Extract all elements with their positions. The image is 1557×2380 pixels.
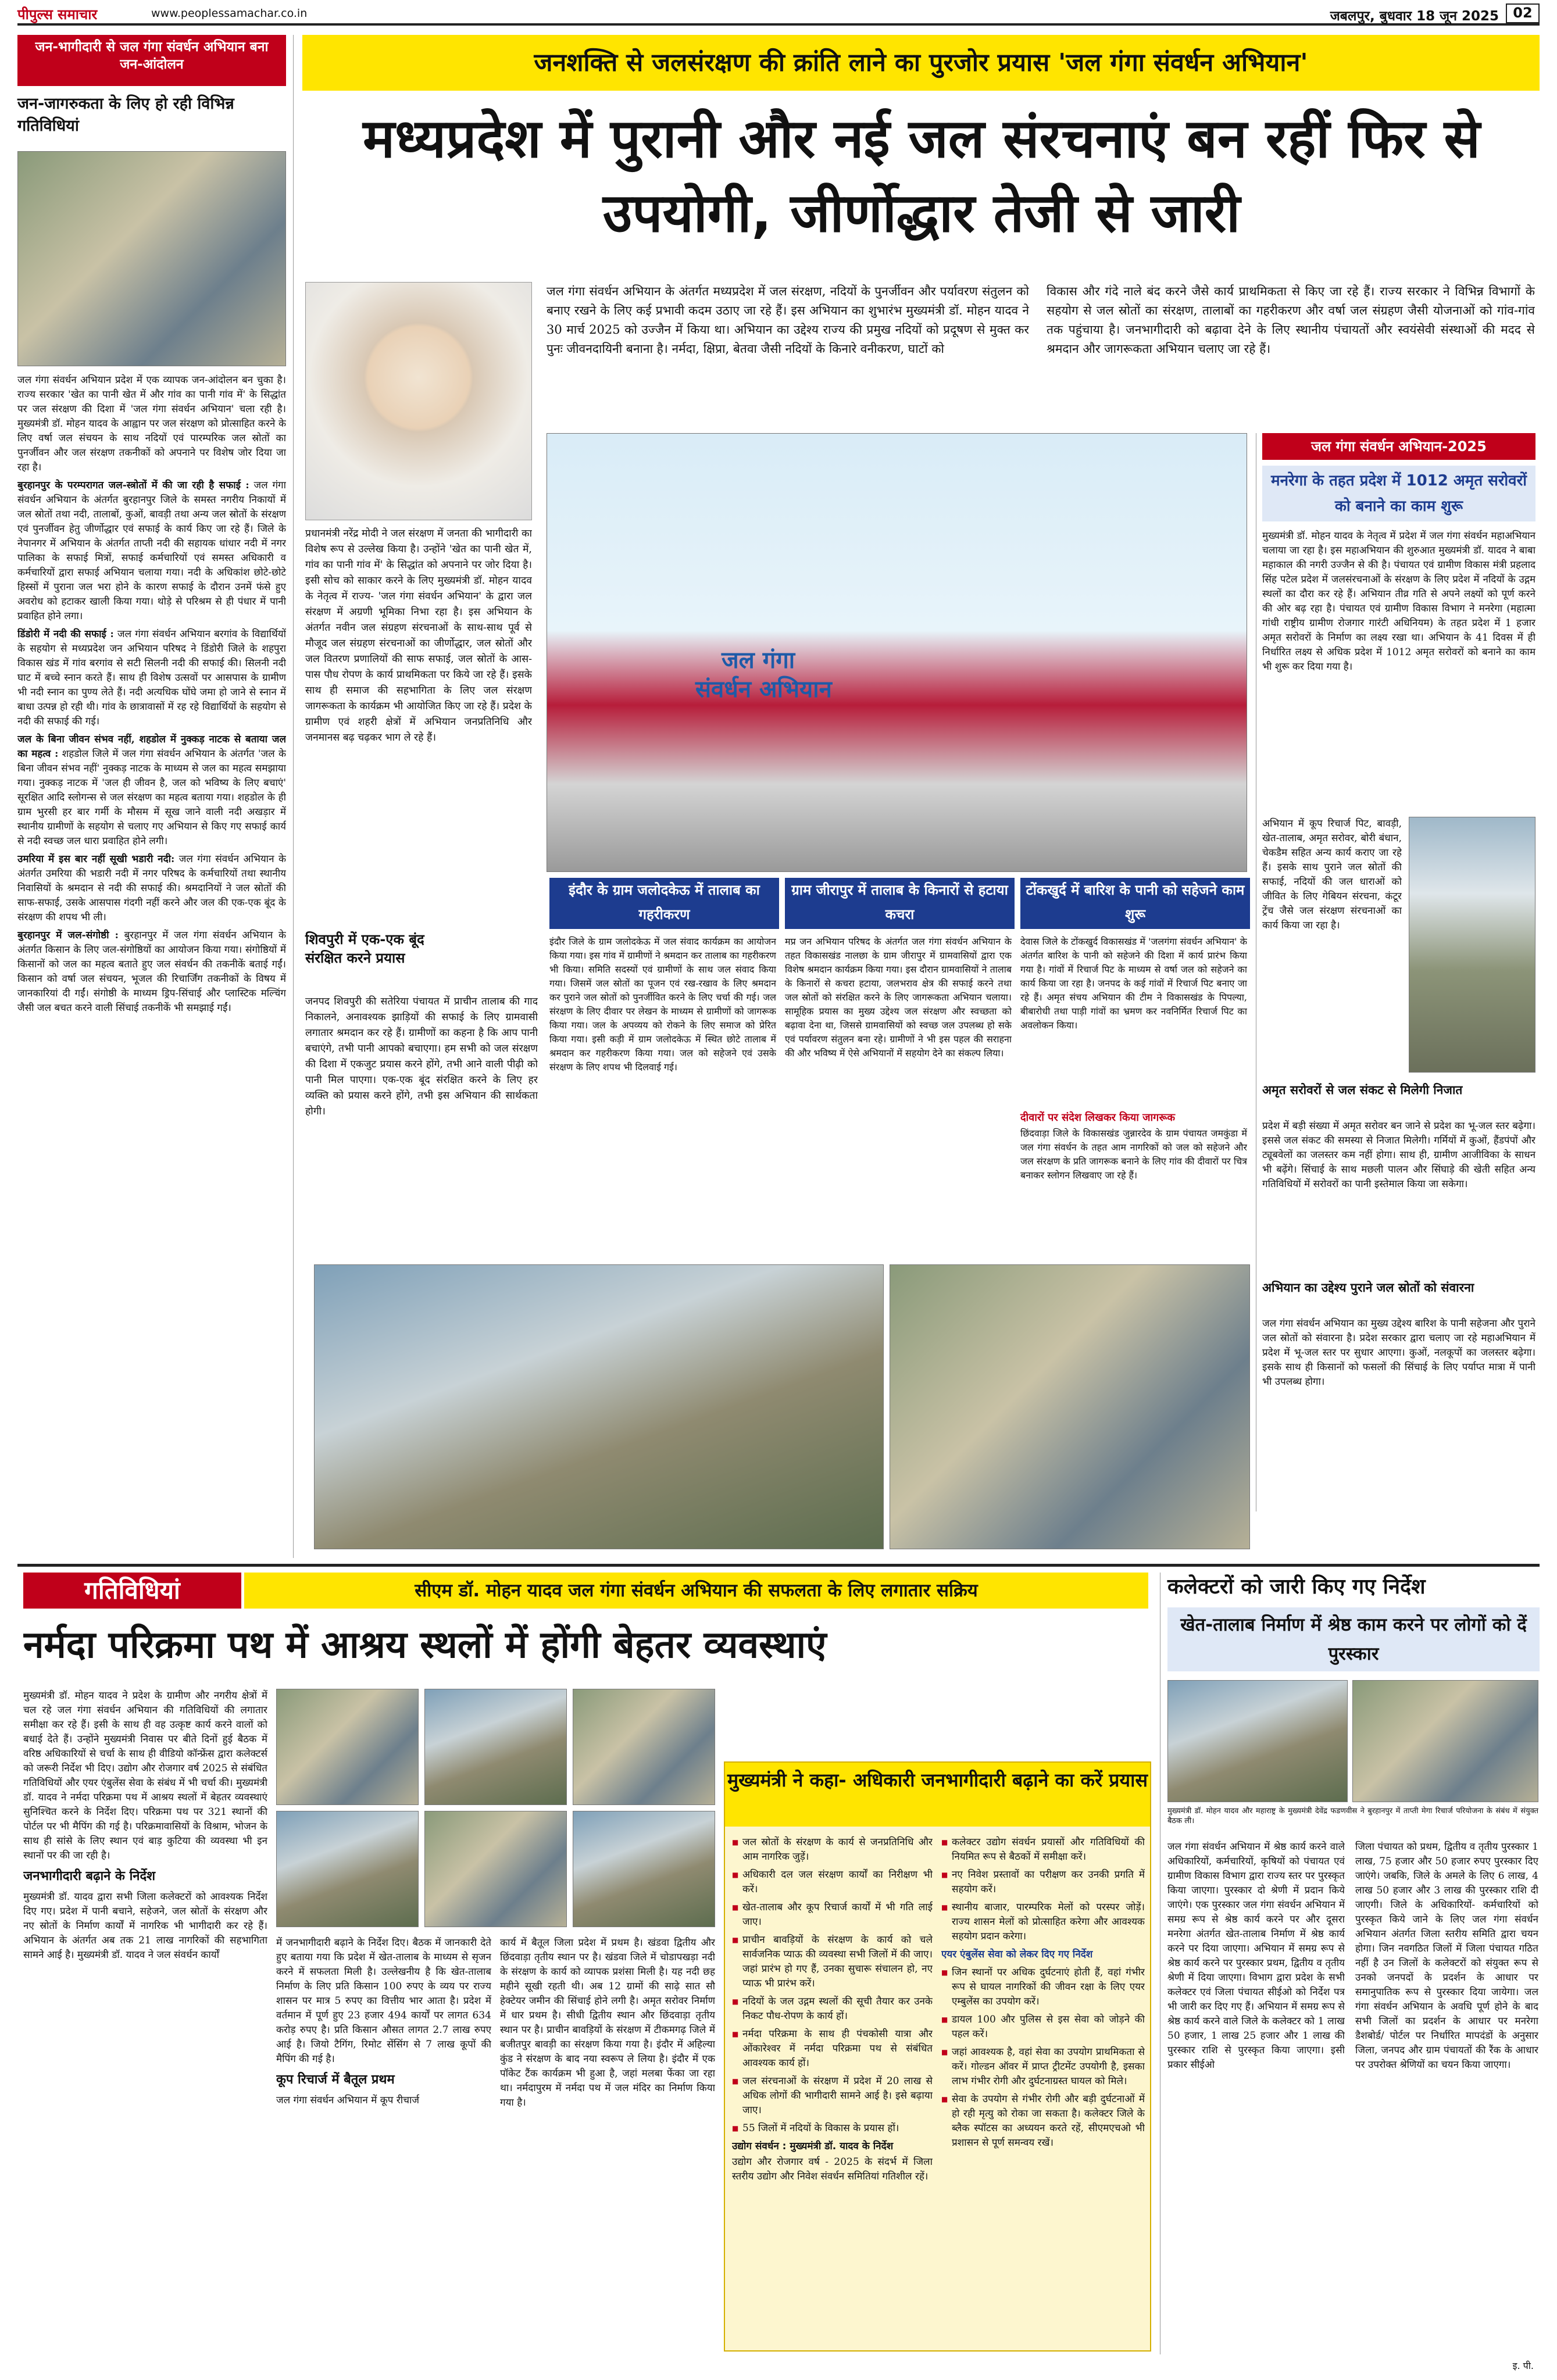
cm-bullet-c-2: ■ डायल 100 और पुलिस से इस सेवा को जोड़ने की पहल करें।: [941, 2013, 1145, 2042]
s2-col2-para-2: जल गंगा संवर्धन अभियान में कूप रीचार्ज: [276, 2095, 420, 2106]
site-url[interactable]: www.peoplessamachar.co.in: [151, 7, 308, 20]
s2-col2-para: में जनभागीदारी बढ़ाने के निर्देश दिए। बैठक में जानकारी देते हुए बताया गया कि प्रदेश में खेत-तालाब के माध्यम से सृजन करने में सफलता मिली है। उल्लेखनीय है कि खेत-तालाब निर्माण के लिए प्रति किसान 100 रुपए के व्यय पर राज्य शासन पर मात्र 5 रुपए का वित्तीय भार आता है। प्रदेश में वर्तमान में पूर्ण हुए 23 हजार 494 कार्यों पर लागत 634 करोड़ रुपए है। प्रति किसान औसत लागत 2.7 लाख रुपए आई है। जियो टैगिंग, रिमोट सेंसिंग से 7 लाख कूपों की मैपिंग की गई है।: [276, 1937, 491, 2065]
cm-bullet-a-2: ■ अधिकारी दल जल संरक्षण कार्यों का निरीक्षण भी करें।: [732, 1868, 933, 1897]
left-para-4: शहडोल जिले में जल गंगा संवर्धन अभियान के अंतर्गत 'जल के बिना जीवन संभव नहीं' नुक्कड़ नाटक के माध्यम से जल का महत्व समझाया गया। नुक्कड़ नाटक में 'जल ही जीवन है, जल को भविष्य के लिए बचाएं' सूरक्षित आदि स्लोगन्स से जल संरक्षण का महत्व बताया गया। शहडोल के ही ग्राम भुरसी हर बार गर्मी के मौसम में सूख जाने वाली नदी अखड़ार में स्थानीय ग्रामीणों के सहयोग से चलाए गए अभियान से किए गए सफाई कार्य से नदी स्वच्छ जल धारा प्रवाहित होने लगी।: [17, 748, 286, 847]
left-subhead: जन-जागरुकता के लिए हो रही विभिन्न गतिविधियां: [17, 95, 234, 135]
review-photo-2: [424, 1689, 567, 1805]
collectors-col-1: जल गंगा संवर्धन अभियान में श्रेष्ठ कार्य करने वाले अधिकारियों, कर्मचारियों, कृषियों को पंचायत एवं ग्रामीण विकास विभाग द्वारा राज्य स्तर पर पुरस्कृत किया जाएगा। पुरस्कार दो श्रेणी में प्रदान किये जाएंगे। एक पुरस्कार जल गंगा संवर्धन अभियान में समग्र रूप से श्रेष्ठ कार्य करने पर और दूसरा मनरेगा अंतर्गत खेत-तालाब निर्माण में श्रेष्ठ कार्य करने पर दिया जाएगा। अभियान में समग्र रूप से श्रेष्ठ कार्य करने पर पुरस्कार प्रथम, द्वितीय व तृतीय श्रेणी में दिया जाएगा। विभाग द्वारा प्रदेश के सभी कलेक्टर एवं जिला पंचायत सीईओ को निर्देश पत्र भी जारी कर दिए गए हैं। अभियान में समग्र रूप से श्रेष्ठ कार्य करने वाले जिले के कलेक्टर को 1 लाख 50 हजार, 1 लाख 25 हजार और 1 लाख की पुरस्कार राशि से पुरस्कृत किया जाएगा। इसी प्रकार सीईओ: [1167, 1841, 1345, 2071]
udyog-text: उद्योग और रोजगार वर्ष - 2025 के संदर्भ में जिला स्तरीय उद्योग और निवेश संवर्धन समितियां गतिशील रहें।: [732, 2156, 933, 2182]
cm-box-col-a: [732, 1835, 933, 2347]
right-para-4: जल गंगा संवर्धन अभियान का मुख्य उद्देश्य बारिश के पानी सहेजना और पुराने जल स्रोतों को संवारना है। प्रदेश सरकार द्वारा चलाए जा रहे महाअभियान में प्रदेश में भू-जल स्तर पर सुधार आएगा। कुओं, नलकूपों का जलस्तर बढ़ेगा। इसके साथ ही किसानों को फसलों की सिंचाई के लिए पर्याप्त मात्रा में पानी भी उपलब्ध होगा।: [1262, 1318, 1535, 1388]
collectors-story: [1160, 1573, 1540, 2354]
indore-head: इंदौर के ग्राम जलोदकेऊ में तालाब का गहरीकरण: [549, 878, 779, 929]
left-para-5: जल गंगा संवर्धन अभियान के अंतर्गत उमरिया की भडारी नदी में नगर परिषद के कर्मचारियों तथा स्थानीय निवासियों के श्रमदान से नदी की सफाई की। श्रमदानियों ने जल स्रोतों की साफ-सफाई, उसके आसपास गंदगी नहीं करने और जल की एक-एक बूंद के संरक्षण की शपथ भी ली।: [17, 853, 286, 923]
indore-body: इंदौर जिले के ग्राम जलोदकेऊ में जल संवाद कार्यक्रम का आयोजन किया गया। इस गांव में ग्रामीणों ने श्रमदान कर तालाब का गहरीकरण भी किया। समिति सदस्यों एवं ग्रामीणों के साथ जल संवाद किया गया। जिसमें जल स्रोतों का पूजन एवं रख-रखाव के लिए श्रमदान कर पुराने जल स्रोतों को पुनर्जीवित करने के लिए चर्चा की गई। जल संरक्षण के लिए दीवार पर लेखन के माध्यम से ग्रामीणों को जागरूक किया गया। जल के अपव्यय को रोकने के लिए समाज को प्रेरित किया गया। इसी कड़ी में ग्राम जलोदकेऊ में स्थित छोटे तालाब में श्रमदान कर गहरीकरण किया गया। जल को सहेजने एवं उसके संरक्षण के लिए शपथ भी दिलवाई गई।: [549, 936, 776, 1073]
cm-bullet-b-3: ■ स्थानीय बाजार, पारम्परिक मेलों को परस्पर जोड़ें। राज्य शासन मेलों को प्रोत्साहित करेगा और आवश्यक सहयोग प्रदान करेगा।: [941, 1900, 1145, 1944]
collectors-photo-1: [1167, 1680, 1348, 1802]
pm-caption: प्रधानमंत्री नरेंद्र मोदी ने जल संरक्षण में जनता की भागीदारी का विशेष रूप से उल्लेख किया है। उन्होंने 'खेत का पानी खेत में, गांव का पानी गांव में' के सिद्धांत को अपनाने पर जोर दिया है। इसी सोच को साकार करने के लिए मुख्यमंत्री डॉ. मोहन यादव के नेतृत्व में राज्य- 'जल गंगा संवर्धन अभियान' के द्वारा जल संरक्षण में अग्रणी भूमिका निभा रहा है। इस अभियान के अंतर्गत नवीन जल संग्रहण संरचनाओं के साथ-साथ पूर्व से मौजूद जल संग्रहण संरचनाओं का जीर्णोद्धार, जल स्रोतों और जल वितरण प्रणालियों की साफ सफाई, जल स्रोतों के आस-पास पौध रोपण के कार्य प्राथमिकता पर किये जा रहे हैं। इसके साथ ही समाज की सहभागिता के लिए जल संरक्षण जागरूकता के कार्यक्रम भी आयोजित किए जा रहे हैं। प्रदेश के ग्रामीण एवं शहरी क्षेत्रों में अभियान जनप्रतिनिधि और जनमानस बढ़ चढ़कर भाग ले रहे हैं।: [305, 528, 532, 744]
tonkkhurd-body-2: छिंदवाड़ा जिले के विकासखंड जुन्नारदेव के ग्राम पंचायत जमकुंडा में जल गंगा संवर्धन के तहत आम नागरिकों को जल को सहेजने और जल संरक्षण के प्रति जागरूक बनाने के लिए गांव की दीवारों पर चित्र बनाकर स्लोगन लिखवाए जा रहे हैं।: [1020, 1128, 1247, 1181]
masthead: [17, 3, 1540, 26]
air-ambulance-head: एयर एंबुलेंस सेवा को लेकर दिए गए निर्देश: [941, 1949, 1093, 1960]
left-para-2: जल गंगा संवर्धन अभियान के अंतर्गत बुरहानपुर जिले के समस्त नगरीय निकायों में जल स्रोतों तथा नदी, तालाबों, कुओं, बावड़ी तथा अन्य जल स्रोतों के संरक्षण एवं पुनर्जीवन हेतु जीर्णोद्धार एवं सफाई के कार्य किए जा रहे हैं। जिले के नेपानगर में अभियान के अंतर्गत ताप्ती नदी की सहायक धांधार नदी में नगर पालिका के सफाई मित्रों, सफाई कर्मचारियों एवं समस्त अधिकारी व कर्मचारियों द्वारा सफाई अभियान चलाया गया। नदी के अधिकांश छोटे-छोटे हिस्सों में पुराना जल भरा होने के कारण सफाई के दौरान उनमें फंसे हुए अवरोध को हटाकर खाली किया गया। थोड़े से परिश्रम से ही पंधार में पानी प्रवाहित होने लगा।: [17, 480, 286, 622]
section2-col-1: [23, 1689, 267, 2352]
cm-bullet-a-7: ■ जल संरचनाओं के संरक्षण में प्रदेश में 20 लाख से अधिक लोगों की भागीदारी सामने आई है। इसे बढ़ाया जाए।: [732, 2074, 933, 2118]
left-head-6: बुरहानपुर में जल-संगोष्ठी :: [17, 930, 119, 941]
tonkkhurd-body: देवास जिले के टोंकखुर्द विकासखंड में 'जलगंगा संवर्धन अभियान' के अंतर्गत बारिश के पानी को सहेजने की दिशा में कार्य प्रारंभ किया गया है। गांवों में रिचार्ज पिट के माध्यम से वर्षा जल को सहेजने का कार्य किया जा रहा है। जनपद के कई गांवों में रिचार्ज पिट बनाए जा रहे हैं। अमृत संचय अभियान की टीम ने विकासखंड के पिपल्या, बीबारोधी तथा पाड़ी गांवों का भ्रमण कर नवनिर्मित रिचार्ज पिट का अवलोकन किया।: [1020, 936, 1247, 1031]
cm-bullets-c: [941, 1966, 1145, 2150]
shramdaan-photo-2: [890, 1264, 1250, 1549]
cm-bullet-a-4: ■ प्राचीन बावड़ियों के संरक्षण के कार्य को चले सार्वजनिक प्याऊ की व्यवस्था सभी जिलों में की जाए। जहां प्रारंभ हो गए हैं, उनका सुचारू संचालन हो, नए प्याऊ भी प्रारंभ करें।: [732, 1933, 933, 1991]
collectors-photo-2: [1352, 1680, 1538, 1802]
left-para-1: जल गंगा संवर्धन अभियान प्रदेश में एक व्यापक जन-आंदोलन बन चुका है। राज्य सरकार 'खेत का पानी खेत में और गांव का पानी गांव में' के सिद्धांत पर जल संरक्षण की दिशा में 'जल गंगा संवर्धन अभियान' चला रही है। मुख्यमंत्री डॉ. मोहन यादव के आह्वान पर जल संरक्षण को प्रोत्साहित करने के लिए वर्षा जल संचयन के साथ नदियों एवं पारम्परिक जल स्रोतों का पुनर्जीवन और जल संरक्षण तकनीकों को अपनाने पर विशेष जोर दिया जा रहा है।: [17, 374, 286, 473]
left-box-title: जन-भागीदारी से जल गंगा संवर्धन अभियान बना जन-आंदोलन: [17, 35, 286, 86]
left-head-3: डिंडोरी में नदी की सफाई :: [17, 628, 114, 640]
cm-bullet-a-5: ■ नदियों के जल उद्गम स्थलों की सूची तैयार कर उनके निकट पौध-रोपण के कार्य हों।: [732, 1995, 933, 2024]
left-para-3: जल गंगा संवर्धन अभियान बरगांव के विद्यार्थियों के सहयोग से मध्यप्रदेश जन अभियान परिषद ने डिंडोरी जिले के शहपुरा विकास खंड में गांव बरगांव से सटी सिलनी नदी की सफाई की। सिलनी नदी घाट में बच्चे स्नान करते हैं। साथ ही विशेष उत्सवों पर आसपास के ग्रामीण भी नदी स्नान का पुण्य लेते हैं। नदी अत्यधिक घोंघे जमा हो जाने से स्नान में बाधा उत्पन्न हो रही थी। गांव के छात्रावासों में रह रहे विद्यार्थियों के सहयोग से नदी की सफाई की गई।: [17, 628, 286, 727]
intro-col-2: विकास और गंदे नाले बंद करने जैसे कार्य प्राथमिकता से किए जा रहे हैं। राज्य सरकार ने विभिन्न विभागों के सहयोग से जल स्रोतों का संरक्षण, तालाबों का गहरीकरण और वर्षा जल संग्रहण जैसी योजनाओं को गांव-गांव तक पहुंचाया है। जनभागीदारी को बढ़ावा देने के लिए स्थानीय पंचायतों और स्वयंसेवी संस्थाओं की मदद से श्रमदान और जागरूकता अभियान चलाए जा रहे हैं।: [1047, 284, 1535, 356]
intro-col-1: जल गंगा संवर्धन अभियान के अंतर्गत मध्यप्रदेश में जल संरक्षण, नदियों के पुनर्जीवन और पर्यावरण संतुलन को बनाए रखने के लिए कई प्रभावी कदम उठाए जा रहे हैं। इस अभियान का शुभारंभ मुख्यमंत्री डॉ. मोहन यादव ने 30 मार्च 2025 को उज्जैन में किया था। अभियान का उद्देश्य राज्य की प्रमुख नदियों को प्रदूषण से मुक्त कर पुनः जीवनदायिनी बनाना है। नर्मदा, क्षिप्रा, बेतवा जैसी नदियों के किनारे वनीकरण, घाटों को: [547, 284, 1029, 356]
jirapur-head: ग्राम जीरापुर में तालाब के किनारों से हटाया कचरा: [785, 878, 1015, 929]
right-box-label: जल गंगा संवर्धन अभियान-2025: [1262, 433, 1535, 460]
udyog-head: उद्योग संवर्धन : मुख्यमंत्री डॉ. यादव के निर्देश: [732, 2140, 894, 2152]
collectors-photo-caption: मुख्यमंत्री डॉ. मोहन यादव और महाराष्ट्र के मुख्यमंत्री देवेंद्र फडणवीस ने बुरहानपुर में ताप्ती मेगा रिचार्ज परियोजना के संबंध में संयुक्त बैठक ली।: [1167, 1807, 1538, 1825]
left-text: [17, 373, 286, 1553]
cm-bullet-c-1: ■ जिन स्थानों पर अधिक दुर्घटनाएं होती हैं, वहां गंभीर रूप से घायल नागरिकों की जीवन रक्षा के लिए एयर एम्बुलेंस का उपयोग करें।: [941, 1966, 1145, 2009]
s2-col1-head: जनभागीदारी बढ़ाने के निर्देश: [23, 1869, 156, 1884]
left-head-4: जल के बिना जीवन संभव नहीं, शहडोल में नुक्कड़ नाटक से बताया जल का महत्व :: [17, 734, 286, 760]
brand-logo: पीपुल्स समाचार: [17, 6, 98, 23]
shivpuri-story: [305, 930, 547, 1256]
right-sub-1: अमृत सरोवरों से जल संकट से मिलेगी निजात: [1262, 1083, 1463, 1097]
activities-tag: गतिविधियां: [23, 1573, 241, 1609]
right-box: [1256, 433, 1540, 1511]
tonkkhurd-head: टोंकखुर्द में बारिश के पानी को सहेजने काम शुरू: [1020, 878, 1250, 929]
right-para-2: अभियान में कूप रिचार्ज पिट, बावड़ी, खेत-तालाब, अमृत सरोवर, बोरी बंधान, चेकडैम सहित अन्य कार्य कराए जा रहे हैं। इसके साथ पुराने जल स्रोतों की सफाई, नदियों की जल धाराओं को जीवित के लिए गेबियन संरचना, कंटूर ट्रेंच जैसे जल संरक्षण संरचनाओं का कार्य किया जा रहा है।: [1262, 818, 1402, 931]
main-headline: मध्यप्रदेश में पुरानी और नई जल संरचनाएं बन रहीं फिर से उपयोगी, जीर्णोद्धार तेजी से जारी: [363, 108, 1480, 244]
top-banner: जनशक्ति से जलसंरक्षण की क्रांति लाने का पुरजोर प्रयास 'जल गंगा संवर्धन अभियान': [302, 35, 1540, 91]
left-head-2: बुरहानपुर के परम्परागत जल-स्त्रोतों में की जा रही है सफाई :: [17, 480, 249, 491]
shivpuri-head: शिवपुरी में एक-एक बूंद संरक्षित करने प्रयास: [305, 931, 424, 966]
right-para-1: मुख्यमंत्री डॉ. मोहन यादव के नेतृत्व में प्रदेश में जल गंगा संवर्धन महाअभियान चलाया जा रहा है। इस महाअभियान की शुरुआत मुख्यमंत्री डॉ. यादव ने बाबा महाकाल की नगरी उज्जैन से की है। पंचायत एवं ग्रामीण विकास मंत्री प्रहलाद सिंह पटेल प्रदेश में जलसंरचनाओं के संरक्षण के लिए प्रदेश में नदियों के उद्गम स्थलों का दौरा कर रहे हैं। अभियान तीव्र गति से अपने लक्ष्यों को पूर्ण करने की ओर बढ़ रहा है। पंचायत एवं ग्रामीण विकास विभाग ने मनरेगा (महात्मा गांधी राष्ट्रीय ग्रामीण रोजगार गारंटी अधिनियम) के तहत प्रदेश में 1 हजार अमृत सरोवरों के निर्माण का लक्ष्य रखा था। अभियान के 41 दिवस में ही निर्धारित लक्ष्य से अधिक प्रदेश में 1012 अमृत सरोवरों को बनाने का काम भी शुरू कर दिया गया है।: [1262, 530, 1535, 673]
cm-directives-box: [724, 1761, 1151, 2352]
review-photo-1: [276, 1689, 419, 1805]
cm-bullet-b-1: ■ कलेक्टर उद्योग संवर्धन प्रयासों और गतिविधियों की नियमित रूप से बैठकों में समीक्षा करें।: [941, 1835, 1145, 1864]
activities-kicker: सीएम डॉ. मोहन यादव जल गंगा संवर्धन अभियान की सफलता के लिए लगातार सक्रिय: [244, 1573, 1148, 1609]
right-para-3: प्रदेश में बड़ी संख्या में अमृत सरोवर बन जाने से प्रदेश का भू-जल स्तर बढ़ेगा। इससे जल संकट की समस्या से निजात मिलेगी। गर्मियों में कुओं, हैंडपंपों और ट्यूबवेलों का जलस्तर कम नहीं होगा। साथ ही, ग्रामीण आजीविका के साधन भी बढ़ेंगे। सिंचाई के साथ मछली पालन और सिंघाड़े की खेती सहित अन्य गतिविधियों में सरोवरों का पानी इस्तेमाल किया जा सकेगा।: [1262, 1120, 1535, 1190]
cm-bullets-a: [732, 1835, 933, 2136]
s2-col1-para-2: मुख्यमंत्री डॉ. यादव द्वारा सभी जिला कलेक्टरों को आवश्यक निर्देश दिए गए। प्रदेश में पानी बचाने, सहेजने, जल स्रोतों के संरक्षण और नए स्रोतों के निर्माण कार्यों में नागरिक भी भागीदारी कर रहे हैं। अभियान के अंतर्गत अब तक 21 लाख नागरिकों की सहभागिता सामने आई है। मुख्यमंत्री डॉ. यादव ने जल संवर्धन कार्यों: [23, 1891, 267, 1961]
cm-bullets-b: [941, 1835, 1145, 1944]
jirapur-body: मप्र जन अभियान परिषद के अंतर्गत जल गंगा संवर्धन अभियान के तहत विकासखंड नालछा के ग्राम जीरापुर में ग्रामवासियों द्वारा एक विशेष श्रमदान कार्यक्रम किया गया। इस दौरान ग्रामवासियों ने तालाब के किनारों से कचरा हटाया, जलभराव क्षेत्र की सफाई करने तथा जल स्रोतों को संरक्षित करने के लिए जागरूकता अभियान चलाया। सामूहिक प्रयास का मुख्य उद्देश्य जल संरक्षण और स्वच्छता को बढ़ावा देना था, जिससे ग्रामवासियों को स्वच्छ जल उपलब्ध हो सके एवं पर्यावरण संतुलन बना रहे। ग्रामीणों ने भी इस पहल की सराहना की और भविष्य में ऐसे अभियानों में सहयोग देने का संकल्प लिया।: [785, 936, 1012, 1059]
cm-box-head: मुख्यमंत्री ने कहा- अधिकारी जनभागीदारी बढ़ाने का करें प्रयास: [725, 1763, 1150, 1827]
section2-col-2: [276, 1936, 491, 2352]
review-photo-5: [424, 1811, 567, 1927]
stage-photo: [547, 433, 1247, 872]
stage-logo-line-2: संवर्धन अभियान: [695, 676, 832, 703]
review-photo-3: [573, 1689, 715, 1805]
review-photo-4: [276, 1811, 419, 1927]
footer-edition: इ. पी.: [1512, 2360, 1534, 2371]
cm-bullet-c-4: ■ सेवा के उपयोग से गंभीर रोगी और बड़ी दुर्घटनाओं में हो रही मृत्यु को रोका जा सकता है। कलेक्टर जिले के ब्लैक स्पॉटस का अध्ययन करते रहें, सीएमएचओ भी प्रशासन से पूर्ण समन्वय रखें।: [941, 2092, 1145, 2150]
cm-bullet-a-8: ■ 55 जिलों में नदियों के विकास के प्रयास हों।: [732, 2121, 933, 2136]
story-box-jirapur: [785, 878, 1015, 1256]
tonkkhurd-subhead: दीवारों पर संदेश लिखकर किया जागरूक: [1020, 1112, 1176, 1124]
story-box-tonkkhurd: [1020, 878, 1250, 1256]
section2-headline: नर्मदा परिक्रमा पथ में आश्रय स्थलों में होंगी बेहतर व्यवस्थाएं: [23, 1624, 827, 1667]
cm-bullet-a-3: ■ खेत-तालाब और कूप रिचार्ज कार्यों में भी गति लाई जाए।: [732, 1900, 933, 1929]
right-sub-2: अभियान का उद्देश्य पुराने जल स्रोतों को संवारना: [1262, 1281, 1474, 1295]
left-head-5: उमरिया में इस बार नहीं सूखी भडारी नदी:: [17, 853, 175, 865]
pm-photo: [305, 282, 532, 520]
page-number: 02: [1506, 3, 1540, 23]
left-para-6: बुरहानपुर में जल गंगा संवर्धन अभियान के अंतर्गत किसान के लिए जल-संगोष्ठियों का आयोजन किया गया। संगोष्ठियों में किसानों को जल का महत्व बताते हुए जल संवर्धन की तकनीकें बताई गईं। किसान को वर्षा जल संचयन, भूजल की रिचार्जिंग तकनीकों के विषय में जानकारियां दी गईं। संगोष्ठी के माध्यम ड्रिप-सिंचाई और प्लास्टिक मल्चिंग जैसी जल बचत करने वाली सिंचाई तकनीकें भी समझाई गईं।: [17, 930, 286, 1014]
pond-photo-1: [1409, 817, 1535, 1073]
right-box-head: मनरेगा के तहत प्रदेश में 1012 अमृत सरोवरों को बनाने का काम शुरू: [1262, 466, 1535, 521]
collectors-col-2: जिला पंचायत को प्रथम, द्वितीय व तृतीय पुरस्कार 1 लाख, 75 हजार और 50 हजार रुपए पुरस्कार दिए जाएंगे। जबकि, जिले के अमले के लिए 6 लाख, 4 लाख 50 हजार और 3 लाख की पुरस्कार राशि दी जाएगी। जिले के अधिकारियों- कर्मचारियों को पुरस्कृत किये जाने के लिए जल गंगा संवर्धन अभियान अंतर्गत जिला स्तरीय समिति द्वारा चयन होगा। जिन नवगठित जिलों में जिला पंचायत गठित नहीं है उन जिलों के कलेक्टरों को संयुक्त रूप से उनको जनपदों के प्रदर्शन के आधार पर समानुपातिक रूप से पुरस्कार दिया जायेगा। जल गंगा संवर्धन अभियान के अवधि पूर्ण होने के बाद सभी जिलों का प्रदर्शन के आधार पर मनरेगा डैशबोर्ड/ पोर्टल पर निर्धारित मापदंडों के अनुसार जिला, जनपद और ग्राम पंचायतों की रैंक के आधार पर उपरोक्त श्रेणियों का चयन किया जाएगा।: [1355, 1841, 1538, 2071]
s2-col2-head: कूप रिचार्ज में बैतूल प्रथम: [276, 2072, 395, 2087]
cm-box-col-b: [941, 1835, 1145, 2347]
shivpuri-body: जनपद शिवपुरी की सतेरिया पंचायत में प्राचीन तालाब की गाद निकालने, अनावश्यक झाड़ियों की सफाई के लिए ग्रामवासी लगातार श्रमदान कर रहे हैं। ग्रामीणों का कहना है कि आप पानी बचाएंगे, तभी पानी आपको बचाएगा। हम सभी को जल संरक्षण की दिशा में एकजुट प्रयास करने होंगे, तभी आने वाली पीढ़ी को पानी मिल पाएगा। एक-एक बूंद संरक्षित करने के लिए हर व्यक्ति को प्रयास करने होंगे, तभी इस अभियान की सार्थकता होगी।: [305, 996, 538, 1117]
s2-col1-para-1: मुख्यमंत्री डॉ. मोहन यादव ने प्रदेश के ग्रामीण और नगरीय क्षेत्रों में चल रहे जल गंगा संवर्धन अभियान की गतिविधियों की लगातार समीक्षा कर रहे हैं। इसी के साथ ही वह उत्कृष्ट कार्य करने वालों को बधाई देते हैं। उन्होंने मुख्यमंत्री निवास पर बीते दिनों हुई बैठक में वरिष्ठ अधिकारियों से चर्चा के साथ ही वीडियो कॉन्फ्रेंस द्वारा कलेक्टर्स को जरूरी निर्देश भी दिए। उद्योग और रोजगार वर्ष 2025 से संबंधित गतिविधियों और एयर एंबुलेंस सेवा के संबंध में भी चर्चा की। मुख्यमंत्री डॉ. यादव ने नर्मदा परिक्रमा पथ में आश्रय स्थलों में बेहतर व्यवस्थाएं सुनिश्चित करने के निर्देश दिए। परिक्रमा पथ पर 321 स्थानों की पोर्टल पर भी मैपिंग की गई है। परिक्रमावासियों के विश्राम, भोजन के साथ ही सांसे के लिए स्थान एवं बाड़ कुटिया की व्यवस्था भी इन स्थानों पर की जा रही है।: [23, 1690, 267, 1861]
section-divider: [17, 1564, 1540, 1567]
stage-logo-line-1: जल गंगा: [722, 647, 795, 674]
cm-bullet-b-2: ■ नए निवेश प्रस्तावों का परीक्षण कर उनकी प्रगति में सहयोग करें।: [941, 1868, 1145, 1897]
cm-bullet-a-1: ■ जल स्रोतों के संरक्षण के कार्य से जनप्रतिनिधि और आम नागरिक जुड़ें।: [732, 1835, 933, 1864]
dateline: जबलपुर, बुधवार 18 जून 2025: [1330, 9, 1499, 24]
cm-bullet-c-3: ■ जहां आवश्यक है, वहां सेवा का उपयोग प्राथमिकता से करें। गोल्डन ऑवर में प्राप्त ट्रीटमेंट उपयोगी है, इसका लाभ गंभीर रोगी और दुर्घटनाग्रस्त घायल को मिले।: [941, 2045, 1145, 2089]
section2-col-3: कार्य में बैतूल जिला प्रदेश में प्रथम है। खंडवा द्वितीय और छिंदवाड़ा तृतीय स्थान पर है। खंडवा जिले में चोडापखड़ा नदी के संरक्षण के कार्य को व्यापक प्रशंसा मिली है। यह नदी छह महीने सूखी रहती थी। अब 12 ग्रामों की साढ़े सात सौ हेक्टेयर जमीन की सिंचाई होने लगी है। अमृत सरोवर निर्माण में धार प्रथम है। सीधी द्वितीय स्थान और छिंदवाड़ा तृतीय स्थान पर है। प्राचीन बावड़ियों के संरक्षण में टीकमगढ़ जिले में बजीतपुर बावड़ी का संरक्षण किया गया है। इंदौर में अहिल्या कुंड ने संरक्षण के बाद नया स्वरूप ले लिया है। इंदौर में एक पॉकेट टैंक कार्यक्रम भी हुआ है, जहां मलबा फेंका जा रहा था। नर्मदापुरम में नर्मदा पथ में जल मंदिर का निर्माण किया गया है।: [500, 1937, 715, 2109]
story-box-indore: [549, 878, 779, 1256]
left-sidebar: [17, 35, 294, 1558]
collectors-head: कलेक्टरों को जारी किए गए निर्देश: [1167, 1575, 1426, 1599]
review-photo-6: [573, 1811, 715, 1927]
collectors-sub: खेत-तालाब निर्माण में श्रेष्ठ काम करने पर लोगों को दें पुरस्कार: [1167, 1607, 1540, 1671]
left-photo: [17, 151, 286, 366]
cm-bullet-a-6: ■ नर्मदा परिक्रमा के साथ ही पंचकोसी यात्रा और ओंकारेश्वर में नर्मदा परिक्रमा पथ से संबंधित आवश्यक कार्य हों।: [732, 2027, 933, 2071]
right-box-text-2: [1262, 817, 1402, 991]
shramdaan-photo-1: [314, 1264, 884, 1549]
